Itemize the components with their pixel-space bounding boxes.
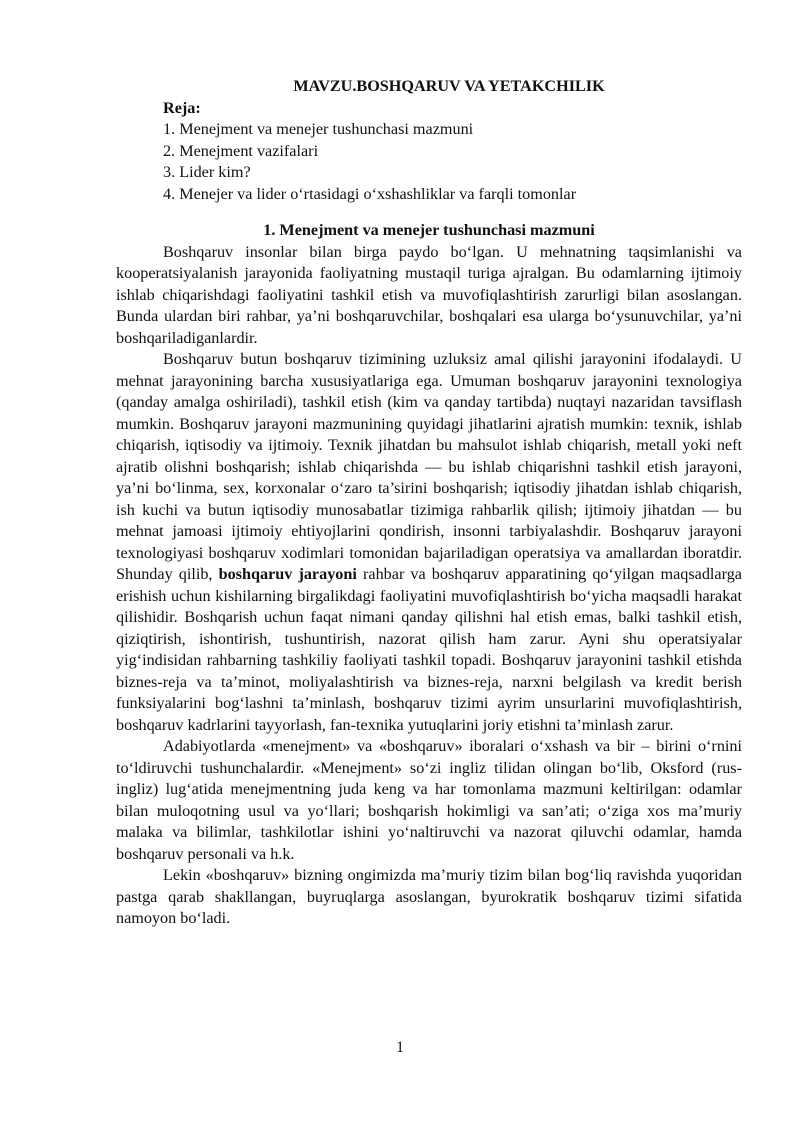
document-page	[116, 76, 742, 930]
plan-block	[163, 98, 742, 206]
paragraph-2-bold-term: boshqaruv jarayoni	[218, 565, 357, 583]
plan-heading: Reja:	[163, 98, 201, 117]
section-title: 1. Menejment va menejer tushunchasi mazmuni	[263, 221, 595, 239]
plan-item: 1. Menejment va menejer tushunchasi mazmuni	[163, 120, 474, 138]
plan-item: 2. Menejment vazifalari	[163, 141, 319, 160]
document-title: MAVZU.BOSHQARUV VA YETAKCHILIK	[293, 77, 605, 95]
plan-item: 3. Lider kim?	[163, 163, 251, 181]
paragraph-2-text-a: Boshqaruv butun boshqaruv tizimining uzluksiz amal qilishi jarayonini ifodalaydi. U mehnat jarayonining barcha xususiyatlariga ega. Umuman boshqaruv jarayonini texnologiya (qanday amalga oshiriladi), tashkil etish (kim va qanday tartibda) nuqtayi nazaridan tavsiflash mumkin. Boshqaruv jarayoni mazmunining quyidagi jihatlarini ajratish mumkin: texnik, ishlab chiqarish, iqtisodiy va ijtimoiy. Texnik jihatdan bu mahsulot ishlab chiqarish, metall yoki neft ajratib olishni boshqarish; ishlab chiqarishda — bu ishlab chiqarishni tashkil etish jarayoni, ya’ni bo‘linma, sex, korxonalar o‘zaro ta’sirini boshqarish; iqtisodiy jihatdan ishlab chiqarish, ish kuchi va butun iqtisodiy munosabatlar tizimiga rahbarlik qilish; ijtimoiy jihatdan — bu mehnat jamoasi ijtimoiy ehtiyojlarini qondirish, insonni tarbiyalashdir. Boshqaruv jarayoni texnologiyasi boshqaruv xodimlari tomonidan bajariladigan operatsiya va amallardan iboratdir. Shunday qilib,	[116, 350, 742, 583]
paragraph-3: Adabiyotlarda «menejment» va «boshqaruv» iboralari o‘xshash va bir – birini o‘rnini to‘ldiruvchi tushunchalardir. «Menejment» so‘zi ingliz tilidan olingan bo‘lib, Oksford (rus-ingliz) lug‘atida menejmentning juda keng va har tomonlama mazmuni keltirilgan: odamlar bilan muloqotning usul va yo‘llari; boshqarish hokimligi va san’ati; o‘ziga xos ma’muriy malaka va bilimlar, tashkilotlar ishini yo‘naltiruvchi va nazorat qiluvchi odamlar, hamda boshqaruv personali va h.k.	[116, 737, 742, 863]
paragraph-2	[116, 349, 742, 736]
paragraph-2-text-b: rahbar va boshqaruv apparatining qo‘yilgan maqsadlarga erishish uchun kishilarning birgalikdagi faoliyatini muvofiqlashtirish bo‘yicha maqsadli harakat qilishidir. Boshqarish uchun faqat nimani qanday qilishni hal etish emas, balki tashkil etish, qiziqtirish, ishontirish, tushuntirish, nazorat qilish ham zarur. Ayni shu operatsiyalar yig‘indisidan rahbarning tashkiliy faoliyati tashkil topadi. Boshqaruv jarayonini tashkil etishda biznes-reja va ta’minot, moliyalashtirish va biznes-reja, narxni belgilash va kredit berish funksiyalarini bog‘lashni ta’minlash, boshqaruv tizimi ayrim unsurlarini muvofiqlashtirish, boshqaruv kadrlarini tayyorlash, fan-texnika yutuqlarini joriy etishni ta’minlash zarur.	[116, 565, 742, 734]
plan-item: 4. Menejer va lider o‘rtasidagi o‘xshashliklar va farqli tomonlar	[163, 184, 577, 203]
paragraph-1: Boshqaruv insonlar bilan birga paydo bo‘lgan. U mehnatning taqsimlanishi va kooperatsiyalanish jarayonida faoliyatning mustaqil turiga ajralgan. Bu odamlarning ijtimoiy ishlab chiqarishdagi faoliyatini tashkil etish va muvofiqlashtirish zarurligi bilan asoslangan. Bunda ulardan biri rahbar, ya’ni boshqaruvchilar, boshqalari esa ularga bo‘ysunuvchilar, ya’ni boshqariladiganlardir.	[116, 242, 742, 347]
page-number: 1	[396, 1039, 404, 1056]
paragraph-4: Lekin «boshqaruv» bizning ongimizda ma’muriy tizim bilan bog‘liq ravishda yuqoridan pastga qarab shakllangan, buyruqlarga asoslangan, byurokratik boshqaruv tizimi sifatida namoyon bo‘ladi.	[116, 866, 742, 927]
